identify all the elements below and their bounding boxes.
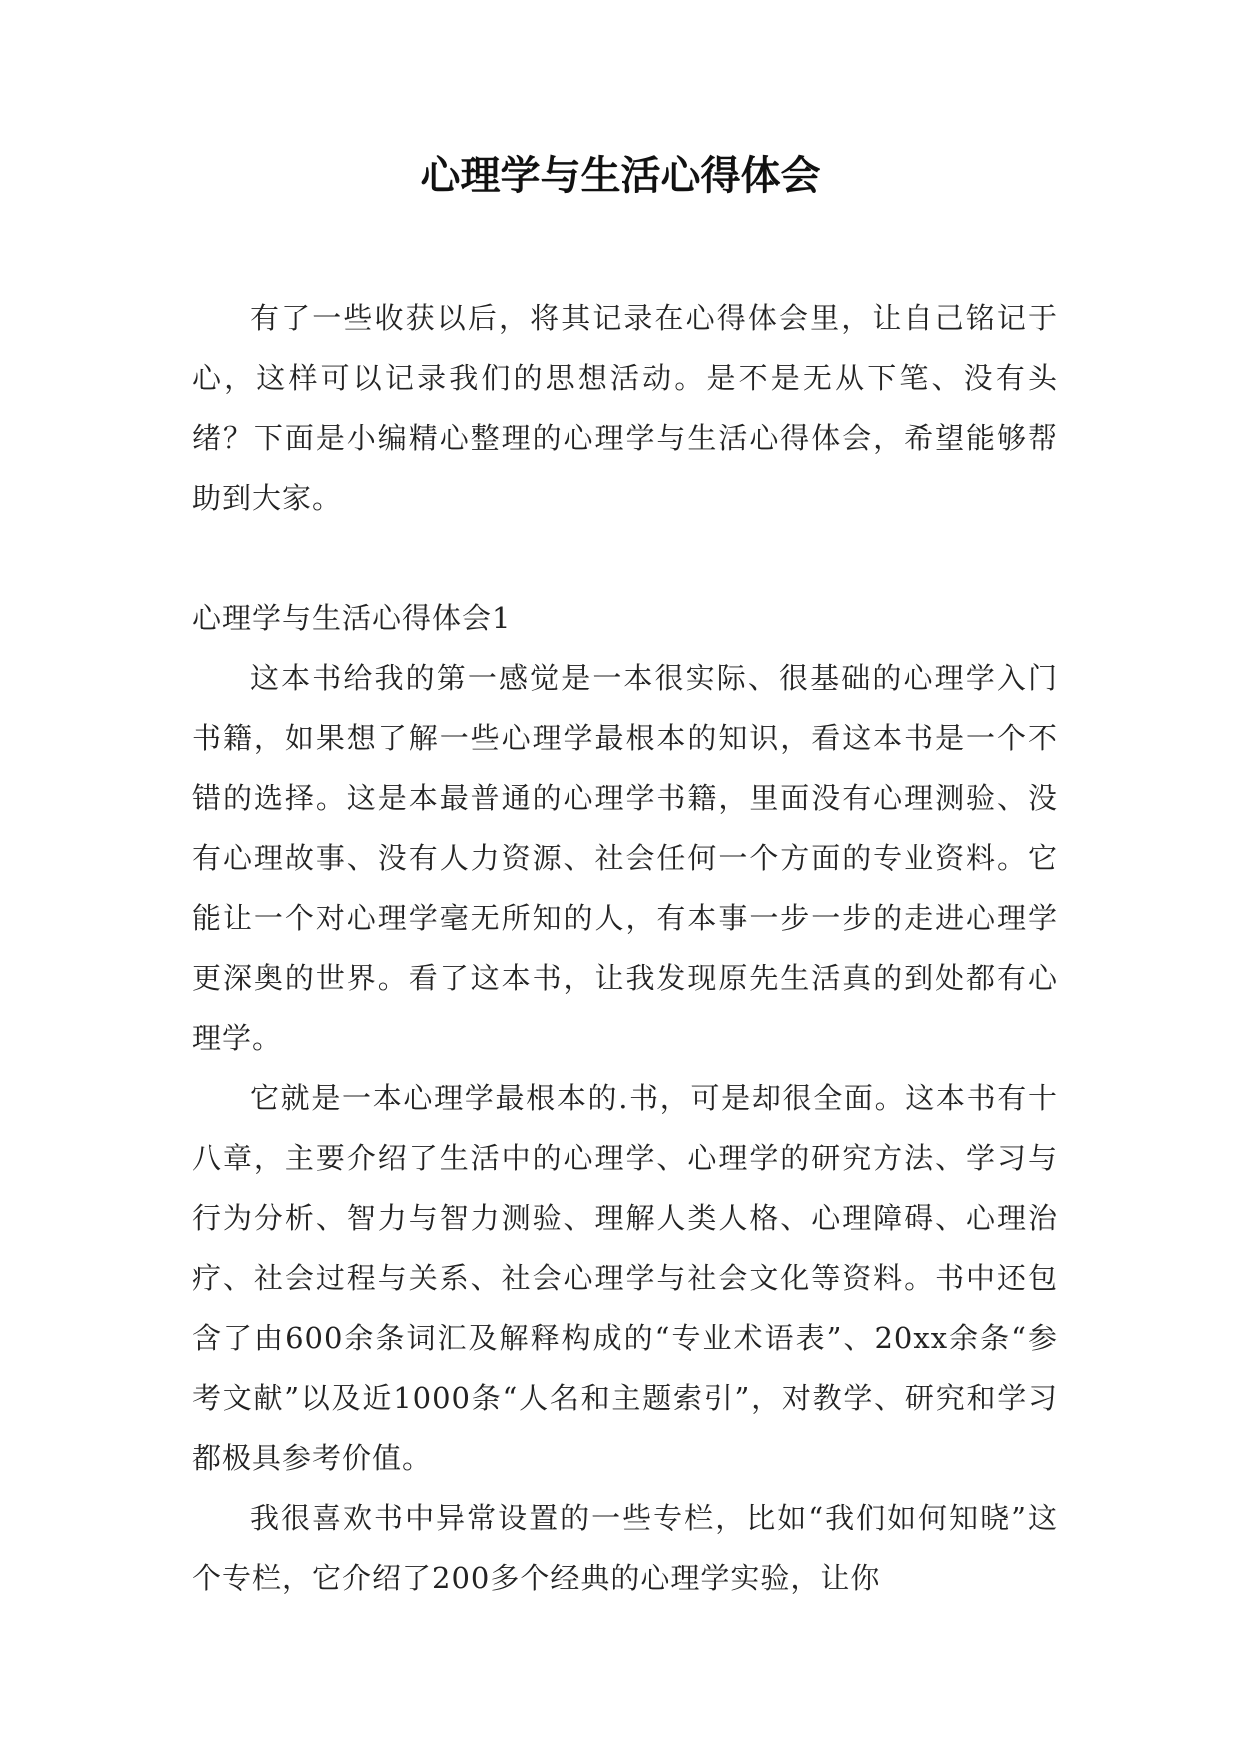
body-paragraph: 它就是一本心理学最根本的.书，可是却很全面。这本书有十八章，主要介绍了生活中的心理学、心理学的研究方法、学习与行为分析、智力与智力测验、理解人类人格、心理障碍、心理治疗、社会过程与关系、社会心理学与社会文化等资料。书中还包含了由600余条词汇及解释构成的“专业术语表”、20xx余条“参考文献”以及近1000条“人名和主题索引”，对教学、研究和学习都极具参考价值。 bbox=[192, 1081, 1058, 1475]
document-body bbox=[192, 288, 1058, 1608]
section-heading: 心理学与生活心得体会1 bbox=[192, 601, 512, 635]
body-paragraph: 我很喜欢书中异常设置的一些专栏，比如“我们如何知晓”这个专栏，它介绍了200多个经典的心理学实验，让你 bbox=[192, 1501, 1058, 1595]
page-title: 心理学与生活心得体会 bbox=[420, 153, 821, 199]
body-paragraph: 这本书给我的第一感觉是一本很实际、很基础的心理学入门书籍，如果想了解一些心理学最根本的知识，看这本书是一个不错的选择。这是本最普通的心理学书籍，里面没有心理测验、没有心理故事、没有人力资源、社会任何一个方面的专业资料。它能让一个对心理学毫无所知的人，有本事一步一步的走进心理学更深奥的世界。看了这本书，让我发现原先生活真的到处都有心理学。 bbox=[192, 661, 1058, 1055]
intro-paragraph: 有了一些收获以后，将其记录在心得体会里，让自己铭记于心，这样可以记录我们的思想活动。是不是无从下笔、没有头绪？下面是小编精心整理的心理学与生活心得体会，希望能够帮助到大家。 bbox=[192, 301, 1058, 515]
